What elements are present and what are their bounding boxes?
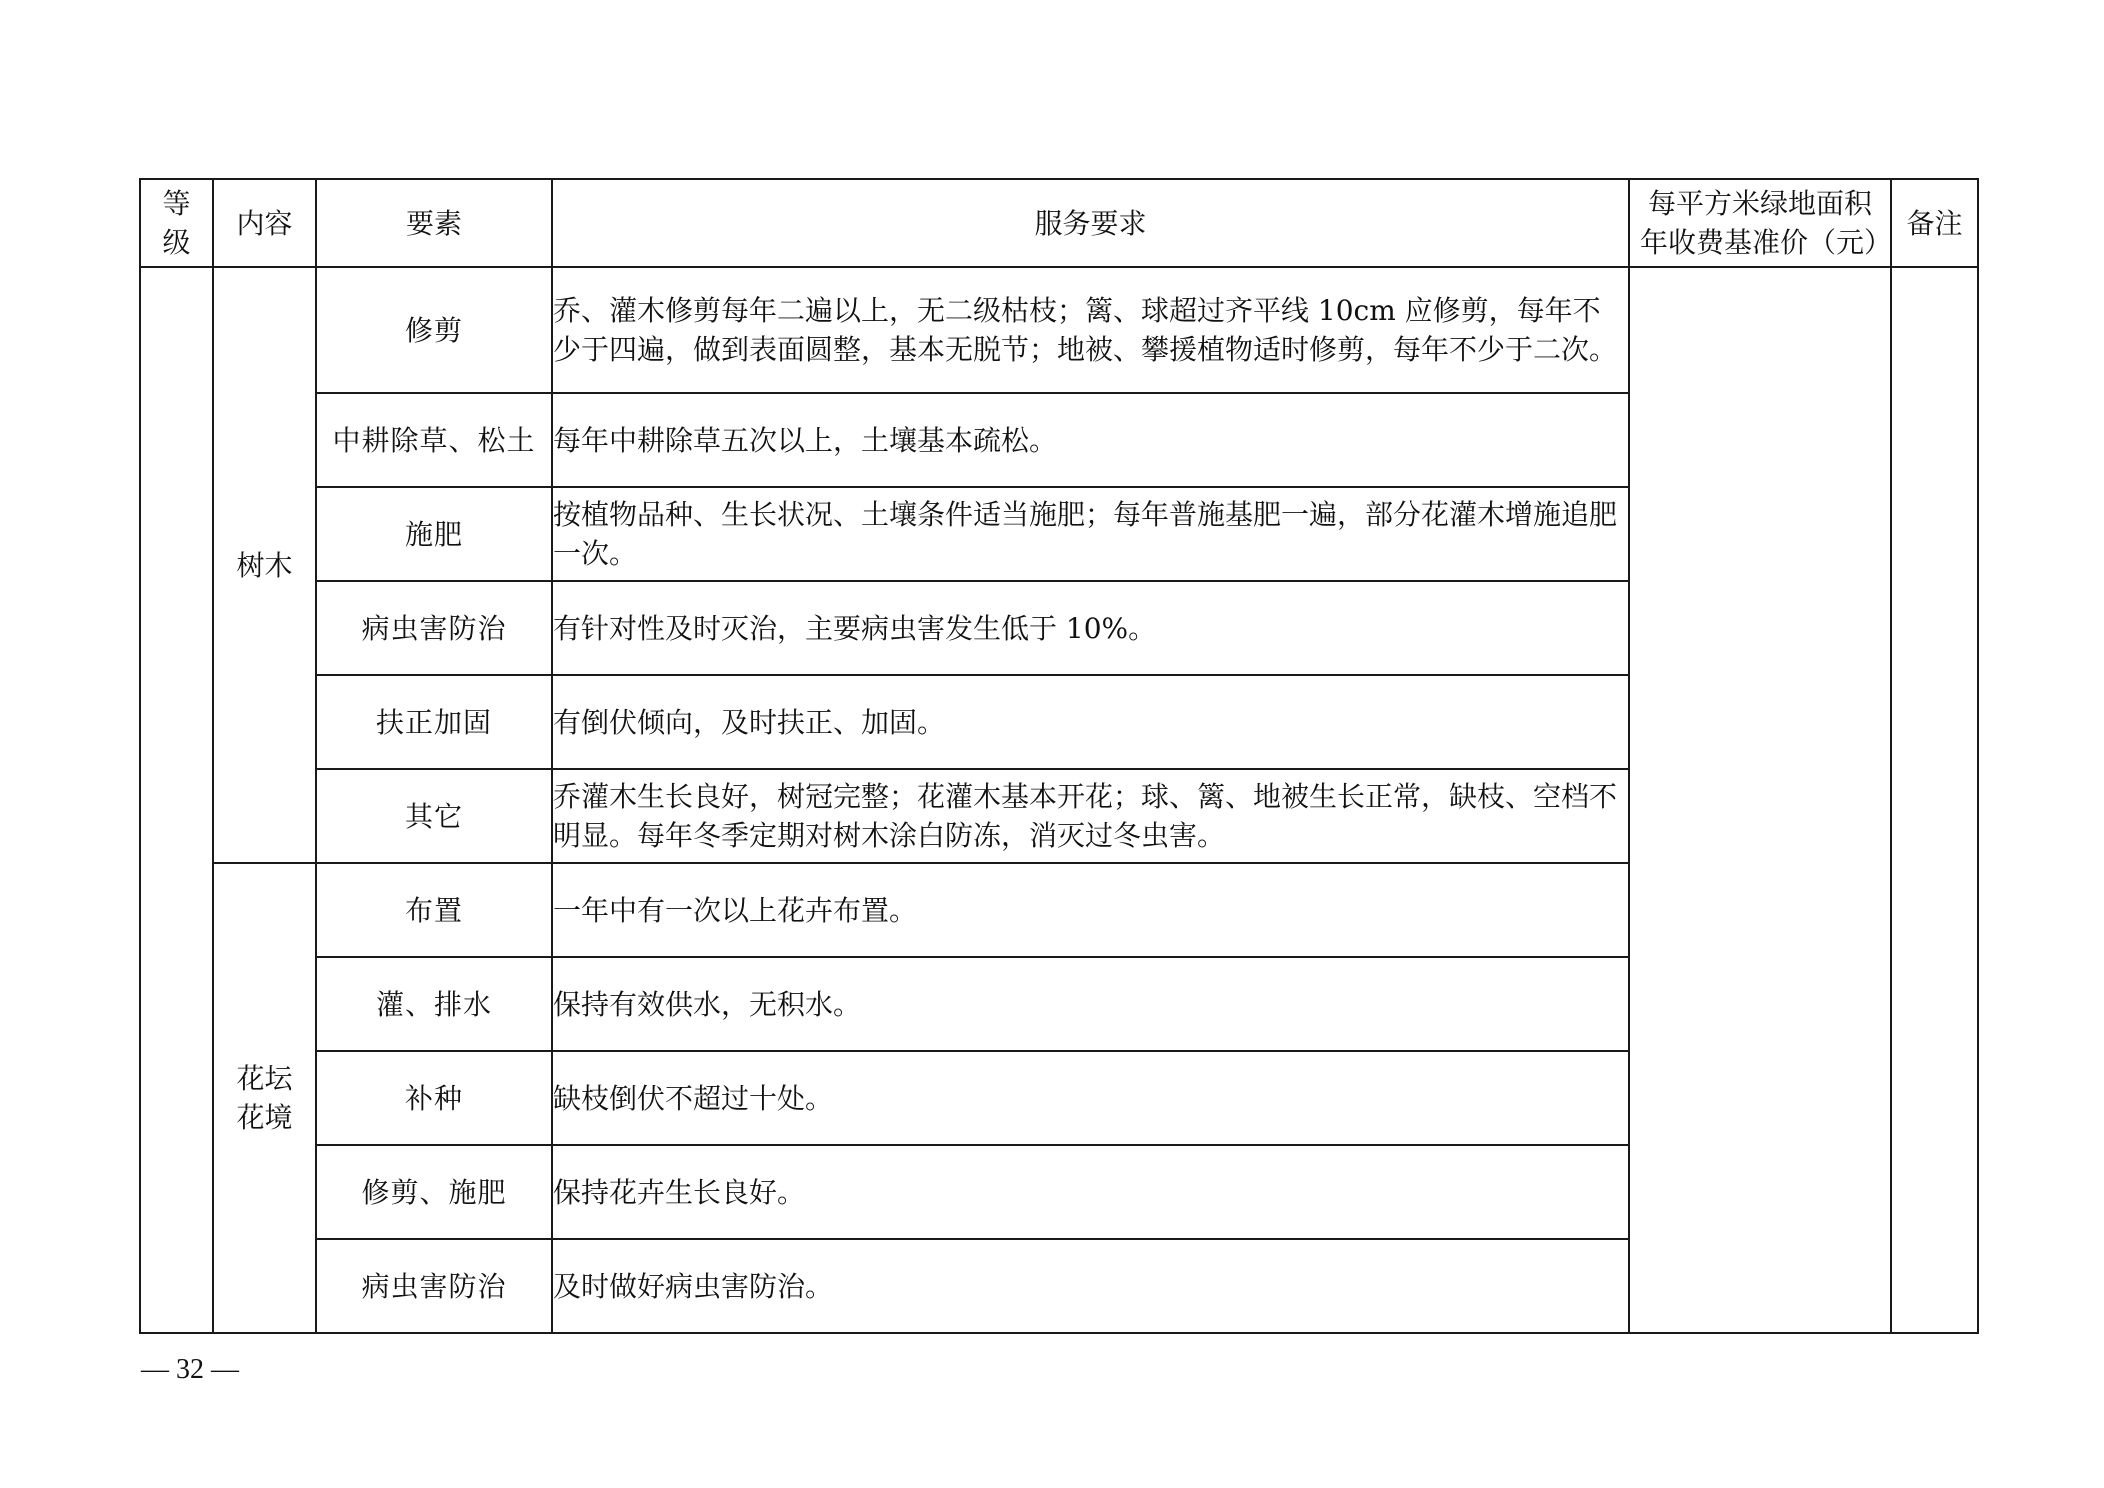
requirement-cell: 保持有效供水，无积水。 bbox=[552, 957, 1629, 1051]
requirement-cell: 有针对性及时灭治，主要病虫害发生低于 10%。 bbox=[552, 581, 1629, 675]
requirement-cell: 按植物品种、生长状况、土壤条件适当施肥；每年普施基肥一遍，部分花灌木增施追肥一次。 bbox=[552, 487, 1629, 581]
price-cell bbox=[1629, 267, 1891, 1333]
service-standard-table bbox=[139, 178, 1979, 1334]
requirement-cell: 每年中耕除草五次以上，土壤基本疏松。 bbox=[552, 393, 1629, 487]
requirement-cell: 保持花卉生长良好。 bbox=[552, 1145, 1629, 1239]
header-remark: 备注 bbox=[1891, 179, 1978, 267]
requirement-cell: 缺枝倒伏不超过十处。 bbox=[552, 1051, 1629, 1145]
content-cell-trees: 树木 bbox=[213, 267, 316, 863]
requirement-cell: 乔、灌木修剪每年二遍以上，无二级枯枝；篱、球超过齐平线 10cm 应修剪，每年不少于四遍，做到表面圆整，基本无脱节；地被、攀援植物适时修剪，每年不少于二次。 bbox=[552, 267, 1629, 393]
element-cell: 补种 bbox=[316, 1051, 552, 1145]
element-cell: 其它 bbox=[316, 769, 552, 863]
element-cell: 灌、排水 bbox=[316, 957, 552, 1051]
header-requirement: 服务要求 bbox=[552, 179, 1629, 267]
element-cell: 修剪、施肥 bbox=[316, 1145, 552, 1239]
requirement-cell: 一年中有一次以上花卉布置。 bbox=[552, 863, 1629, 957]
element-cell: 病虫害防治 bbox=[316, 1239, 552, 1333]
element-cell: 施肥 bbox=[316, 487, 552, 581]
table-header-row bbox=[140, 179, 1978, 267]
header-content: 内容 bbox=[213, 179, 316, 267]
requirement-cell: 及时做好病虫害防治。 bbox=[552, 1239, 1629, 1333]
requirement-cell: 有倒伏倾向，及时扶正、加固。 bbox=[552, 675, 1629, 769]
content-cell-flowerbeds: 花坛花境 bbox=[213, 863, 316, 1333]
element-cell: 修剪 bbox=[316, 267, 552, 393]
remark-cell bbox=[1891, 267, 1978, 1333]
grade-cell bbox=[140, 267, 213, 1333]
element-cell: 中耕除草、松土 bbox=[316, 393, 552, 487]
requirement-cell: 乔灌木生长良好，树冠完整；花灌木基本开花；球、篱、地被生长正常，缺枝、空档不明显。每年冬季定期对树木涂白防冻，消灭过冬虫害。 bbox=[552, 769, 1629, 863]
element-cell: 布置 bbox=[316, 863, 552, 957]
element-cell: 病虫害防治 bbox=[316, 581, 552, 675]
header-grade: 等级 bbox=[140, 179, 213, 267]
element-cell: 扶正加固 bbox=[316, 675, 552, 769]
header-element: 要素 bbox=[316, 179, 552, 267]
header-price: 每平方米绿地面积年收费基准价（元） bbox=[1629, 179, 1891, 267]
table-row bbox=[140, 267, 1978, 393]
page-number: — 32 — bbox=[141, 1354, 239, 1385]
